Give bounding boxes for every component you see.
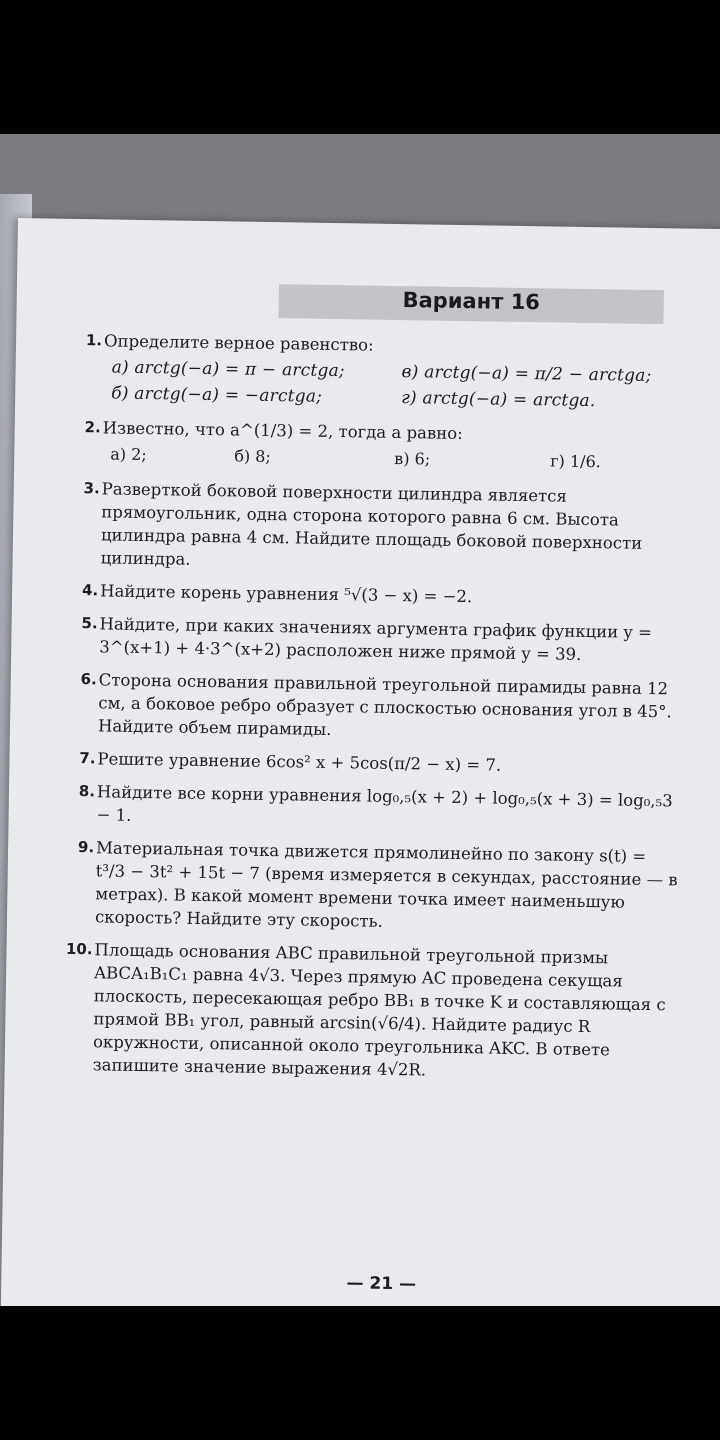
task-text: Определите верное равенство: [103,331,374,355]
answer-options [103,354,686,415]
option-b: б) 8; [234,446,271,466]
task-text: Найдите, при каких значениях аргумента график функции y = 3^(x+1) + 4·3^(x+2) расположен ниже прямой y = 39. [99,614,653,664]
task-3 [72,477,683,579]
task-number: 8. [78,782,96,801]
task-5 [71,612,682,668]
task-number: 5. [81,614,98,633]
task-number: 2. [84,418,101,437]
task-1 [75,329,686,416]
task-text: Найдите все корни уравнения log₀,₅(x + 2) + log₀,₅(x + 3) = log₀,₅3 − 1. [96,782,673,825]
option-v: в) arctg(−a) = π/2 − arctga; [401,362,652,386]
task-4 [72,579,682,612]
task-text: Сторона основания правильной треугольной пирамиды равна 12 см, а боковое ребро образует с плоскостью основания угол в 45°. Найдите объем пирамиды. [97,670,672,739]
option-v: в) 6; [394,448,431,469]
task-number: 1. [85,331,103,350]
task-number: 4. [81,581,99,600]
task-text: Решите уравнение 6cos² x + 5cos(π/2 − x) = 7. [97,749,502,775]
task-number: 3. [83,479,100,498]
task-text: Материальная точка движется прямолинейно по закону s(t) = t³/3 − 3t² + 15t − 7 (время измеряется в секундах, расстояние — в метрах). В какой момент времени точка имеет наименьшую скорость? Найдите эту скорость. [94,838,678,931]
task-8 [68,780,679,836]
photo-frame [0,134,720,1306]
book-page [0,218,720,1306]
option-a: а) 2; [110,444,147,465]
page-title: Вариант 16 [402,288,541,315]
task-text: Площадь основания ABC правильной треугольной призмы ABCA₁B₁C₁ равна 4√3. Через прямую AC проведена секущая плоскость, пересекающая ребро BB₁ в точке K и составляющая с прямой BB₁ угол, равный arcsin(√6/4). Найдите радиус R окружности, описанной около треугольника AKC. В ответе запишите значение выражения 4√2R. [92,940,666,1080]
task-number: 9. [77,838,95,857]
option-b: б) arctg(−a) = −arctga; [111,383,323,407]
task-number: 10. [65,939,93,959]
task-number: 7. [79,749,96,768]
tasks-list [64,329,686,1095]
task-text: Известно, что a^(1/3) = 2, тогда a равно: [102,418,463,444]
task-7 [69,747,679,780]
task-10 [65,938,677,1086]
task-text: Найдите корень уравнения ⁵√(3 − x) = −2. [100,581,473,607]
option-g: г) arctg(−a) = arctga. [401,388,596,412]
task-9 [67,836,678,938]
option-a: а) arctg(−a) = π − arctga; [111,357,345,382]
task-2 [74,416,685,477]
option-g: г) 1/6. [550,451,601,472]
task-number: 6. [80,670,97,689]
page-number: — 21 — [346,1273,417,1295]
task-6 [70,668,681,747]
task-text: Разверткой боковой поверхности цилиндра является прямоугольник, одна сторона которого равна 6 см. Высота цилиндра равна 4 см. Найдите площадь боковой поверхности цилиндра. [100,479,643,569]
